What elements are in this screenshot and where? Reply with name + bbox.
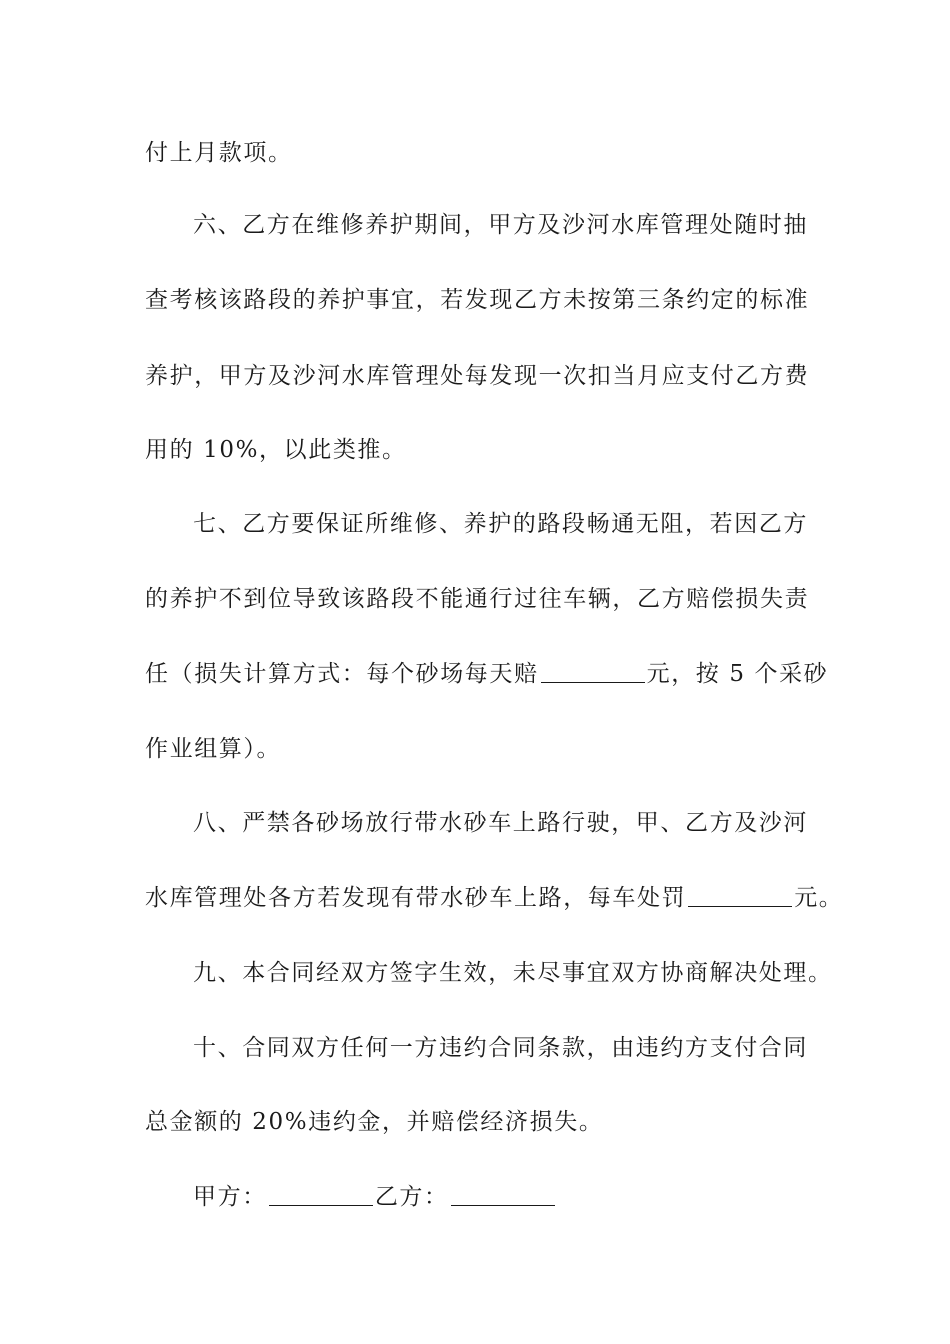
text-line — [145, 1107, 603, 1137]
text-line — [145, 659, 828, 689]
line-text: 的养护不到位导致该路段不能通行过往车辆，乙方赔偿损失责 — [145, 586, 810, 612]
signature-line — [193, 1182, 557, 1212]
clause-nine — [193, 958, 833, 988]
text-line — [145, 584, 809, 614]
party-a-signature-blank — [269, 1185, 373, 1206]
party-a-label: 甲方： — [193, 1184, 267, 1210]
text-line — [145, 734, 281, 764]
line-text: 元。 — [794, 885, 844, 911]
text-line — [145, 285, 809, 315]
line-text: 八、严禁各砂场放行带水砂车上路行驶，甲、乙方及沙河 — [193, 810, 808, 836]
clause-six — [193, 210, 808, 240]
fill-in-blank — [688, 886, 792, 907]
party-b-signature-blank — [451, 1185, 555, 1206]
line-text: 元，按 5 个采砂 — [646, 661, 829, 687]
line-text: 六、乙方在维修养护期间，甲方及沙河水库管理处随时抽 — [193, 212, 808, 238]
text-line — [145, 435, 407, 465]
line-text: 任（损失计算方式：每个砂场每天赔 — [145, 661, 539, 687]
line-text: 付上月款项。 — [145, 140, 293, 166]
line-text: 查考核该路段的养护事宜，若发现乙方未按第三条约定的标准 — [145, 287, 810, 313]
line-text: 用的 10%，以此类推。 — [145, 437, 407, 463]
text-line — [145, 138, 293, 168]
line-text: 水库管理处各方若发现有带水砂车上路，每车处罚 — [145, 885, 687, 911]
fill-in-blank — [541, 662, 645, 683]
line-text: 九、本合同经双方签字生效，未尽事宜双方协商解决处理。 — [193, 960, 833, 986]
line-text: 总金额的 20%违约金，并赔偿经济损失。 — [145, 1109, 604, 1135]
line-text: 作业组算）。 — [145, 736, 282, 762]
clause-ten — [193, 1033, 808, 1063]
line-text: 养护，甲方及沙河水库管理处每发现一次扣当月应支付乙方费 — [145, 363, 810, 389]
text-line — [145, 883, 843, 913]
line-text: 七、乙方要保证所维修、养护的路段畅通无阻，若因乙方 — [193, 511, 808, 537]
text-line — [145, 361, 809, 391]
line-text: 十、合同双方任何一方违约合同条款，由违约方支付合同 — [193, 1035, 808, 1061]
clause-eight — [193, 808, 808, 838]
clause-seven — [193, 509, 808, 539]
party-b-label: 乙方： — [374, 1184, 449, 1210]
